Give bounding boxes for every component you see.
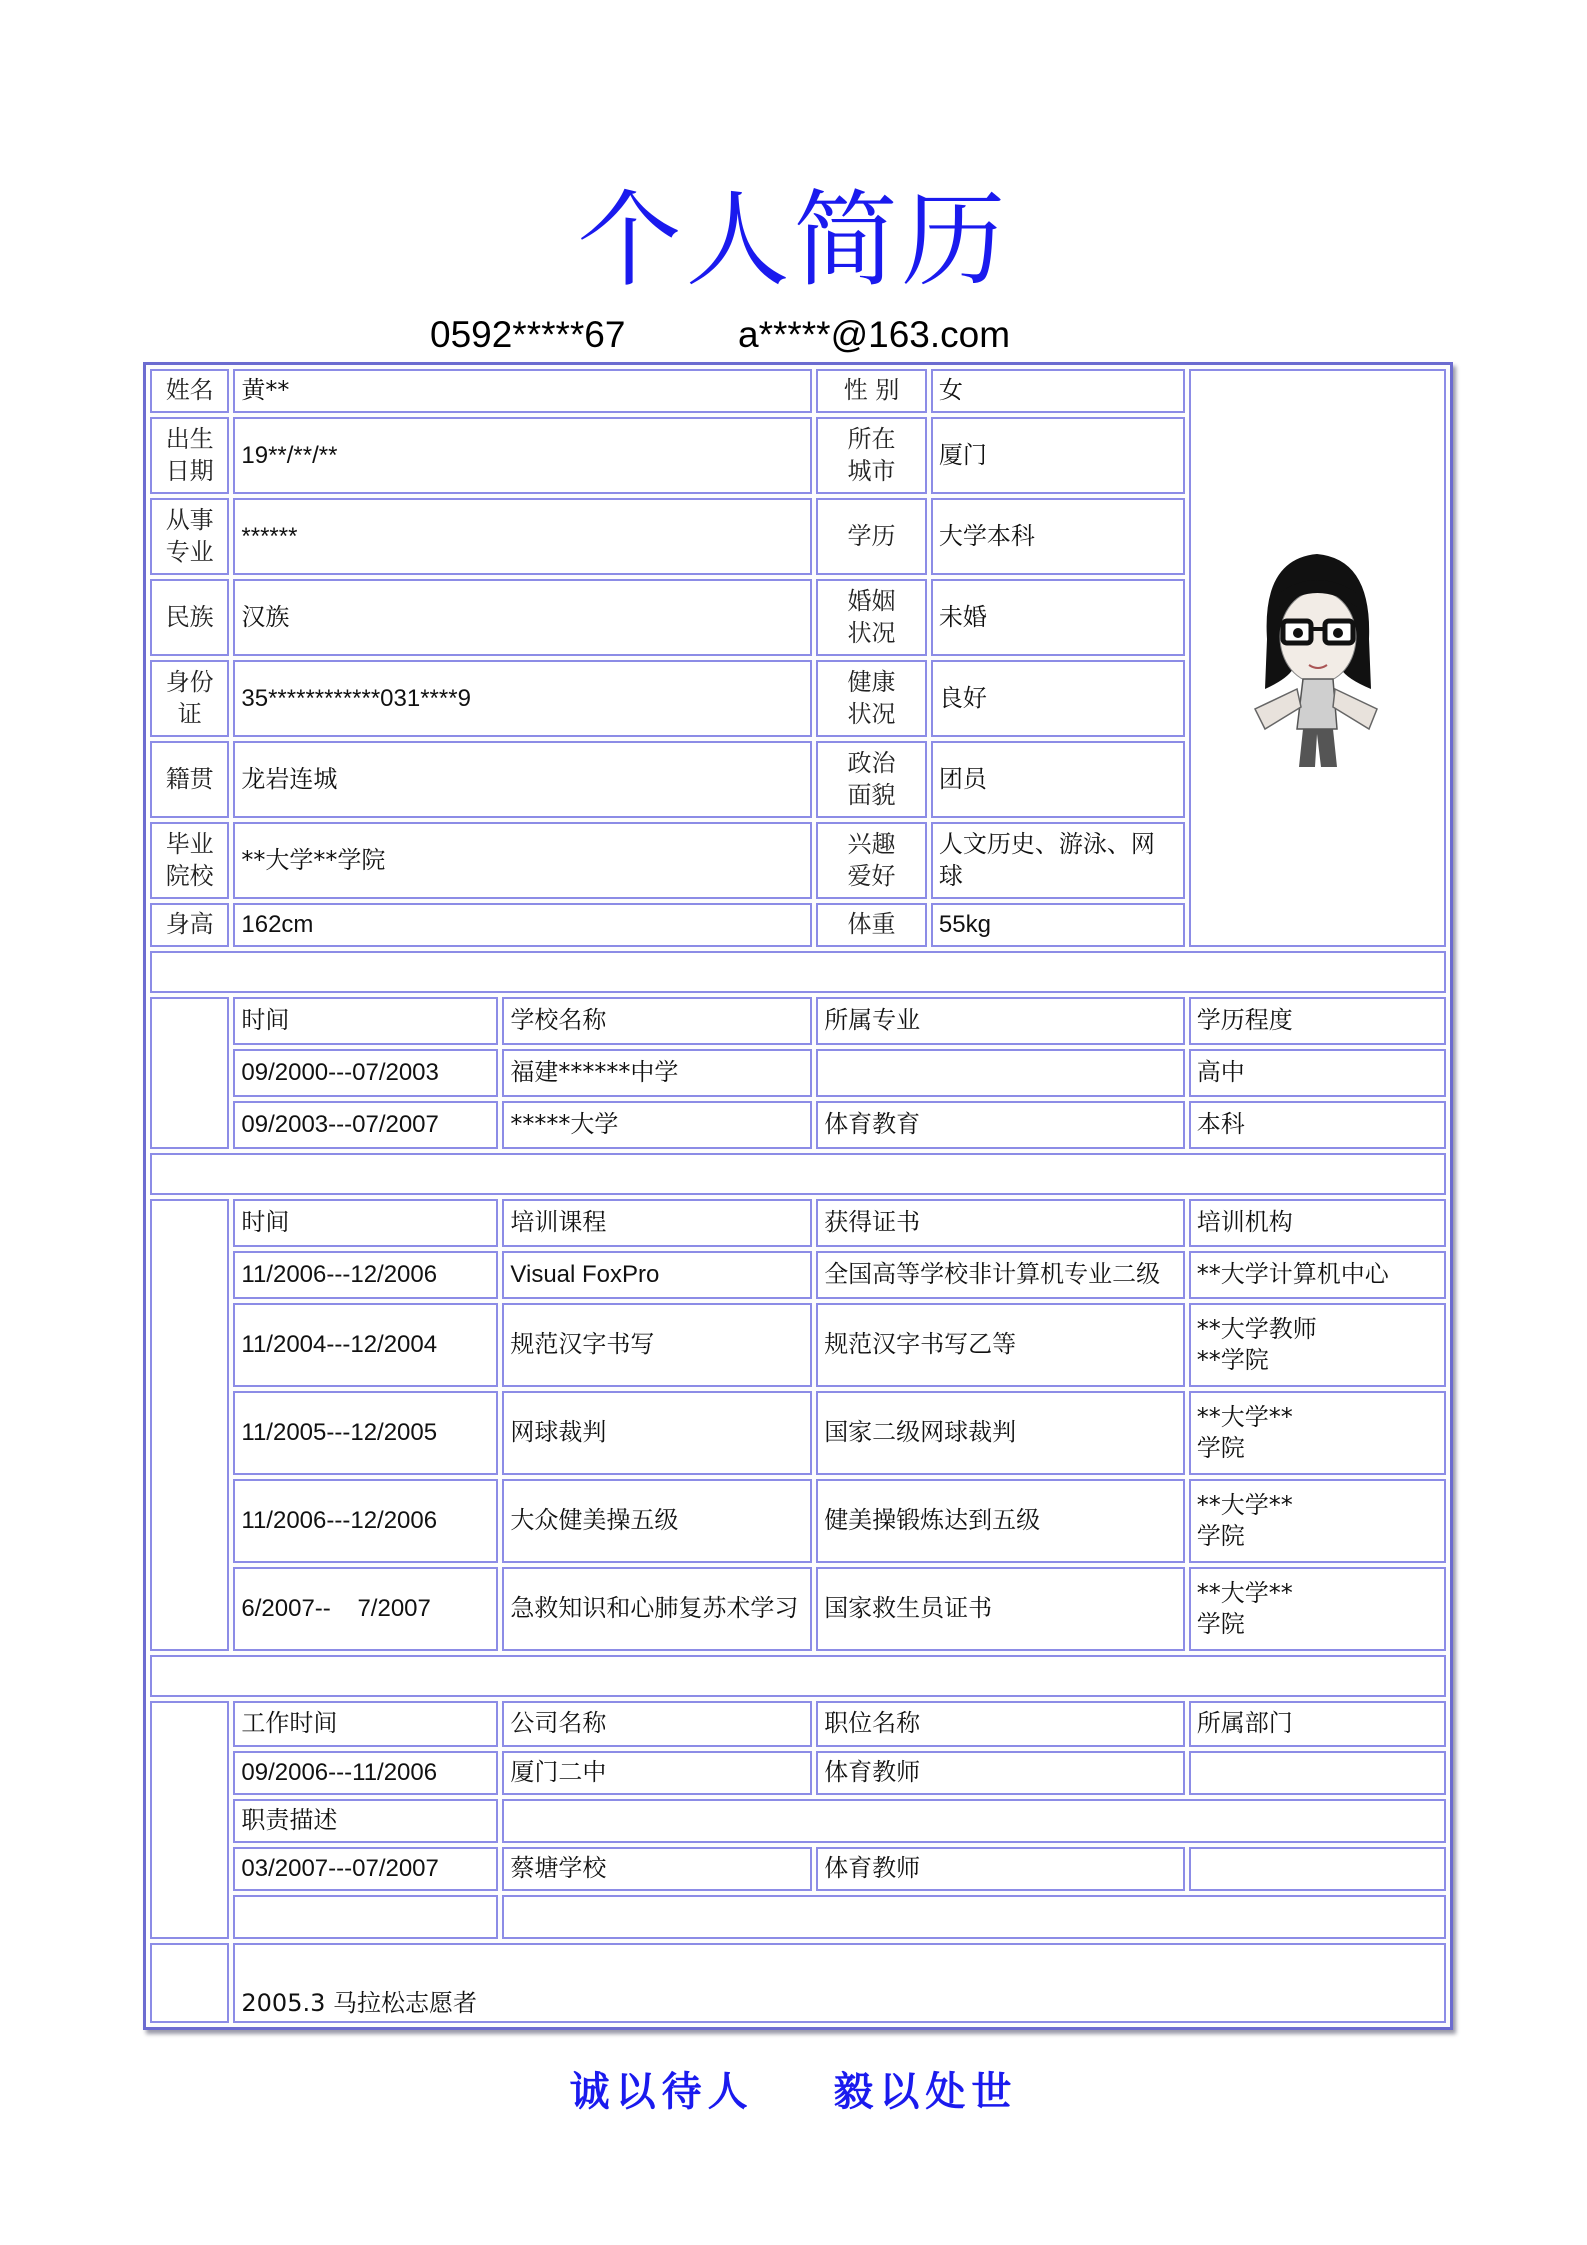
training-time: 6/2007-- 7/2007 (233, 1567, 498, 1651)
work-company: 蔡塘学校 (502, 1847, 812, 1891)
duty-value-empty (502, 1895, 1446, 1939)
spacer-row (150, 1655, 1446, 1697)
training-certificate: 全国高等学校非计算机专业二级 (816, 1251, 1185, 1299)
native-label: 籍贯 (150, 741, 229, 818)
training-section-label: 培训 经历 (150, 1199, 229, 1651)
education-header-time: 时间 (233, 997, 498, 1045)
work-header-position: 职位名称 (816, 1701, 1185, 1747)
education-row (150, 1101, 1446, 1149)
resume-table (143, 362, 1453, 2030)
training-certificate: 国家救生员证书 (816, 1567, 1185, 1651)
training-time: 11/2004---12/2004 (233, 1303, 498, 1387)
degree-label: 学历 (816, 498, 927, 575)
political-value: 团员 (931, 741, 1185, 818)
resume-grid (146, 365, 1450, 2027)
major-label: 从事 专业 (150, 498, 229, 575)
marital-value: 未婚 (931, 579, 1185, 656)
education-header-major: 所属专业 (816, 997, 1185, 1045)
city-value: 厦门 (931, 417, 1185, 494)
training-time: 11/2006---12/2006 (233, 1479, 498, 1563)
work-header-company: 公司名称 (502, 1701, 812, 1747)
city-label: 所在 城市 (816, 417, 927, 494)
training-course: 网球裁判 (502, 1391, 812, 1475)
work-header-time: 工作时间 (233, 1701, 498, 1747)
training-row (150, 1251, 1446, 1299)
height-value: 162cm (233, 903, 812, 947)
gender-value: 女 (931, 369, 1185, 413)
avatar (1237, 529, 1397, 779)
education-section-label: 教育 经历 (150, 997, 229, 1149)
spacer-row (150, 1153, 1446, 1195)
education-time: 09/2000---07/2003 (233, 1049, 498, 1097)
volunteer-section-label: 志愿 (150, 1943, 229, 2023)
training-certificate: 规范汉字书写乙等 (816, 1303, 1185, 1387)
duty-label-empty (233, 1895, 498, 1939)
volunteer-value: 2005.3 马拉松志愿者 (233, 1943, 1446, 2023)
gender-label: 性 别 (816, 369, 927, 413)
id-value: 35************031****9 (233, 660, 812, 737)
work-company: 厦门二中 (502, 1751, 812, 1795)
health-value: 良好 (931, 660, 1185, 737)
spacer-row (150, 951, 1446, 993)
email-address: a*****@163.com (738, 314, 1011, 355)
height-label: 身高 (150, 903, 229, 947)
work-position: 体育教师 (816, 1847, 1185, 1891)
work-time: 03/2007---07/2007 (233, 1847, 498, 1891)
birth-label: 出生 日期 (150, 417, 229, 494)
training-institution: **大学** 学院 (1189, 1479, 1446, 1563)
education-level: 高中 (1189, 1049, 1446, 1097)
training-institution: **大学** 学院 (1189, 1567, 1446, 1651)
training-course: Visual FoxPro (502, 1251, 812, 1299)
education-time: 09/2003---07/2007 (233, 1101, 498, 1149)
training-row (150, 1303, 1446, 1387)
hobby-label: 兴趣 爱好 (816, 822, 927, 899)
training-institution: **大学** 学院 (1189, 1391, 1446, 1475)
training-time: 11/2005---12/2005 (233, 1391, 498, 1475)
education-header-school: 学校名称 (502, 997, 812, 1045)
training-row (150, 1567, 1446, 1651)
training-header-time: 时间 (233, 1199, 498, 1247)
training-certificate: 国家二级网球裁判 (816, 1391, 1185, 1475)
work-row (150, 1847, 1446, 1891)
ethnic-value: 汉族 (233, 579, 812, 656)
work-position: 体育教师 (816, 1751, 1185, 1795)
training-header-institution: 培训机构 (1189, 1199, 1446, 1247)
training-row (150, 1479, 1446, 1563)
work-department (1189, 1847, 1446, 1891)
education-major (816, 1049, 1185, 1097)
phone-number: 0592*****67 (430, 314, 626, 355)
training-institution: **大学计算机中心 (1189, 1251, 1446, 1299)
work-header-department: 所属部门 (1189, 1701, 1446, 1747)
page-title: 个人简历 (577, 179, 1010, 301)
marital-label: 婚姻 状况 (816, 579, 927, 656)
training-course: 大众健美操五级 (502, 1479, 812, 1563)
duty-value (502, 1799, 1446, 1843)
name-label: 姓名 (150, 369, 229, 413)
education-major: 体育教育 (816, 1101, 1185, 1149)
work-section-label: 工作 经历 (150, 1701, 229, 1939)
training-institution: **大学教师 **学院 (1189, 1303, 1446, 1387)
education-school: *****大学 (502, 1101, 812, 1149)
name-value: 黄** (233, 369, 812, 413)
native-value: 龙岩连城 (233, 741, 812, 818)
training-course: 急救知识和心肺复苏术学习 (502, 1567, 812, 1651)
education-header-level: 学历程度 (1189, 997, 1446, 1045)
education-school: 福建******中学 (502, 1049, 812, 1097)
degree-value: 大学本科 (931, 498, 1185, 575)
education-row (150, 1049, 1446, 1097)
school-label: 毕业 院校 (150, 822, 229, 899)
training-certificate: 健美操锻炼达到五级 (816, 1479, 1185, 1563)
motto: 诚以待人 毅以处世 (569, 2068, 1018, 2115)
hobby-value: 人文历史、游泳、网球 (931, 822, 1185, 899)
duty-label: 职责描述 (233, 1799, 498, 1843)
weight-value: 55kg (931, 903, 1185, 947)
health-label: 健康 状况 (816, 660, 927, 737)
major-value: ****** (233, 498, 812, 575)
work-time: 09/2006---11/2006 (233, 1751, 498, 1795)
training-row (150, 1391, 1446, 1475)
photo-cell (1189, 369, 1446, 947)
training-header-certificate: 获得证书 (816, 1199, 1185, 1247)
training-course: 规范汉字书写 (502, 1303, 812, 1387)
work-department (1189, 1751, 1446, 1795)
education-level: 本科 (1189, 1101, 1446, 1149)
political-label: 政治 面貌 (816, 741, 927, 818)
ethnic-label: 民族 (150, 579, 229, 656)
training-header-course: 培训课程 (502, 1199, 812, 1247)
work-row (150, 1751, 1446, 1795)
id-label: 身份 证 (150, 660, 229, 737)
training-time: 11/2006---12/2006 (233, 1251, 498, 1299)
school-value: **大学**学院 (233, 822, 812, 899)
weight-label: 体重 (816, 903, 927, 947)
birth-value: 19**/**/** (233, 417, 812, 494)
